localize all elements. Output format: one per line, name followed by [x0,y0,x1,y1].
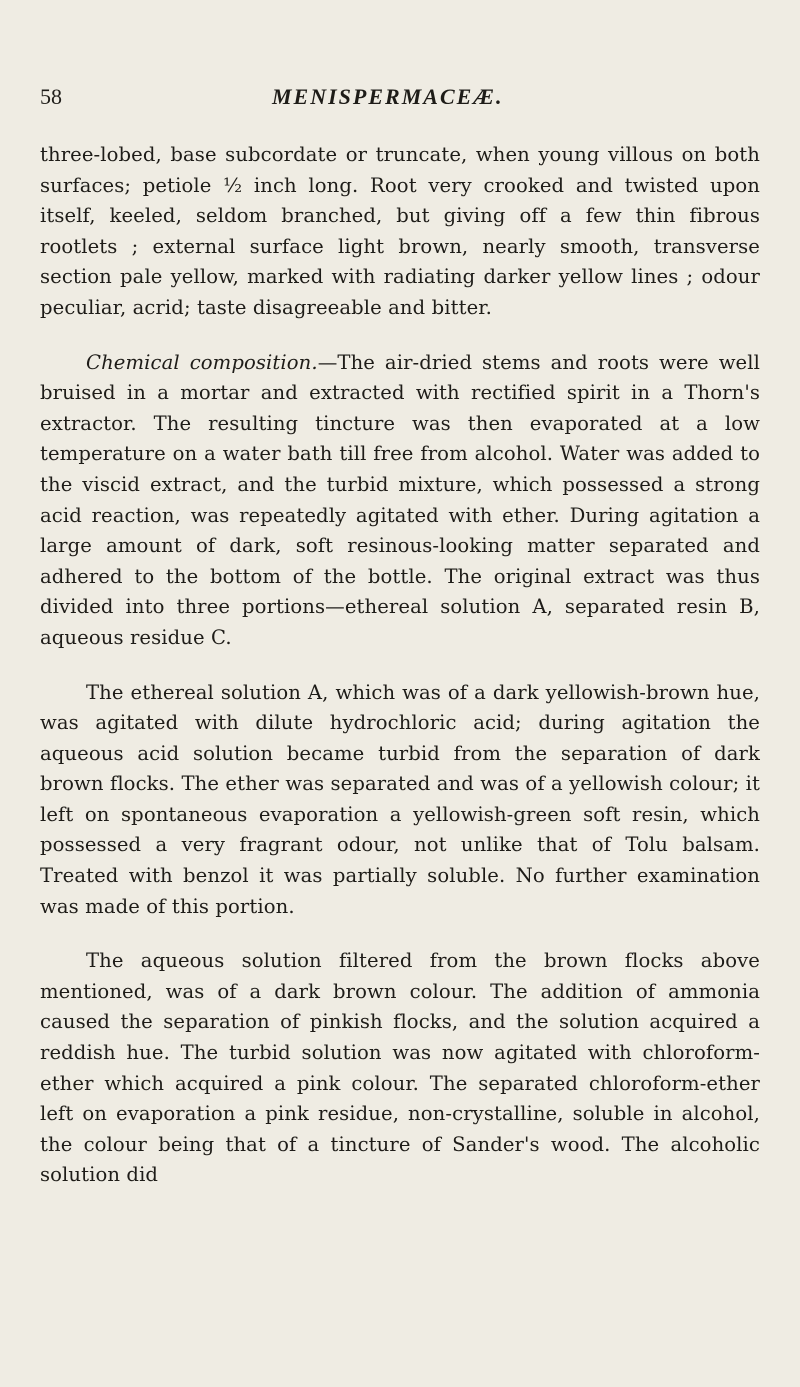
section-heading-chemical-composition: Chemical composition. [86,350,318,374]
paragraph-4 [40,946,760,1191]
paragraph-1-text: three-lobed, base subcordate or truncate, when young villous on both surfaces; petiole ½ inch long. Root very crooked and twisted upon itself, keeled, seldom branched, but giving off a few thin fibrous rootlets ; external surface light brown, nearly smooth, transverse section pale yellow, marked with radiating darker yellow lines ; odour peculiar, acrid; taste disagreeable and bitter. [40,143,760,319]
body-text [40,140,760,1191]
page-number: 58 [40,84,62,109]
paragraph-2-text: —The air-dried stems and roots were well bruised in a mortar and extracted with rectified spirit in a Thorn's extractor. The resulting tincture was then evaporated at a low temperature on a water bath till free from alcohol. Water was added to the viscid extract, and the turbid mixture, which possessed a strong acid reaction, was repeatedly agitated with ether. During agitation a large amount of dark, soft resinous-looking matter separated and adhered to the bottom of the bottle. The original extract was thus divided into three portions—ethereal solution A, separated resin B, aqueous residue C. [40,350,760,649]
paragraph-2 [40,348,760,654]
running-head: MENISPERMACEÆ. [272,84,504,109]
paragraph-4-text: The aqueous solution filtered from the brown flocks above mentioned, was of a dark brown colour. The addition of ammonia caused the separation of pinkish flocks, and the solution acquired a reddish hue. The turbid solution was now agitated with chloroform-ether which acquired a pink colour. The separated chloroform-ether left on evaporation a pink residue, non-crystalline, soluble in alcohol, the colour being that of a tincture of Sander's wood. The alcoholic solution did [40,949,760,1187]
page-header [40,84,780,124]
paragraph-3-text: The ethereal solution A, which was of a dark yellowish-brown hue, was agitated with dilute hydrochloric acid; during agitation the aqueous acid solution became turbid from the separation of dark brown flocks. The ether was separated and was of a yellowish colour; it left on spontaneous evaporation a yellowish-green soft resin, which possessed a very fragrant odour, not unlike that of Tolu balsam. Treated with benzol it was partially soluble. No further examination was made of this portion. [40,680,760,918]
paragraph-3 [40,678,760,923]
paragraph-1 [40,140,760,324]
